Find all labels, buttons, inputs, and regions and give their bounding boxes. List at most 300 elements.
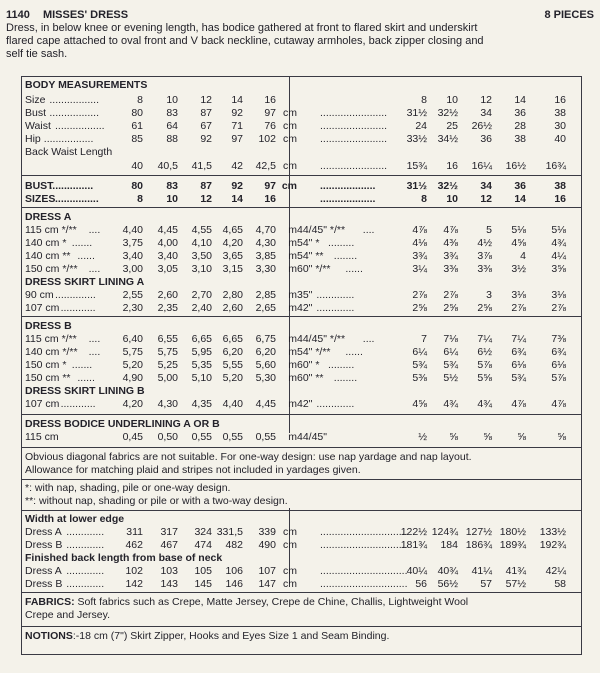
- metric-value: 2,85: [255, 289, 276, 301]
- metric-value: 6,20: [222, 346, 243, 358]
- metric-value: 5,25: [157, 359, 178, 371]
- inch-leader-dots: ..............................: [320, 526, 408, 538]
- section-heading-text: DRESS BODICE UNDERLINING A OR B: [25, 418, 220, 430]
- metric-value: 8: [137, 193, 143, 205]
- row-label: 140 cm *: [25, 237, 67, 249]
- metric-value: 324: [194, 526, 212, 538]
- imperial-value: 58: [554, 578, 566, 590]
- inch-leader-dots: ......: [345, 346, 363, 358]
- section-heading: [25, 384, 580, 398]
- divider-line: [21, 626, 581, 627]
- metric-value: 80: [131, 107, 143, 119]
- metric-value: 2,30: [122, 302, 143, 314]
- section-heading: [25, 512, 580, 526]
- row-label: 115 cm */**: [25, 224, 77, 236]
- row-label: Waist: [25, 120, 51, 132]
- metric-value: 5,20: [122, 359, 143, 371]
- metric-value: 3,40: [122, 250, 143, 262]
- imperial-value: 6¼: [412, 346, 427, 358]
- imperial-value: 16¼: [471, 160, 492, 172]
- section-heading-text: Width at lower edge: [25, 513, 125, 525]
- metric-value: 2,55: [122, 289, 143, 301]
- imperial-value: 5: [486, 224, 492, 236]
- imperial-value: 14: [514, 94, 526, 106]
- metric-value: 42,5: [255, 160, 276, 172]
- metric-value: 311: [126, 526, 143, 538]
- row-label: 107 cm: [25, 302, 60, 314]
- fabric-width: 42": [297, 302, 313, 314]
- metric-value: 107: [258, 565, 276, 577]
- inch-leader-dots: .............: [316, 289, 355, 301]
- imperial-value: 10: [446, 193, 458, 205]
- metric-value: 4,00: [157, 237, 178, 249]
- imperial-value: 33½: [406, 133, 427, 145]
- imperial-value: 2⅞: [511, 302, 526, 314]
- imperial-value: 3¼: [412, 263, 427, 275]
- imperial-value: 6¾: [511, 346, 526, 358]
- imperial-value: 122½: [400, 526, 427, 538]
- table-row: [25, 119, 580, 133]
- row-label: Dress B: [25, 539, 63, 551]
- divider-line: [21, 447, 581, 448]
- metric-value: 474: [194, 539, 212, 551]
- imperial-value: 4⅞: [412, 224, 427, 236]
- metric-value: 105: [194, 565, 212, 577]
- row-leader-dots: ....: [88, 346, 101, 358]
- imperial-value: 6⅛: [551, 359, 566, 371]
- row-label: Size: [25, 94, 46, 106]
- divider-line: [21, 479, 581, 480]
- imperial-value: ⅝: [557, 431, 566, 443]
- imperial-value: 3½: [511, 263, 526, 275]
- row-leader-dots: .................: [55, 120, 105, 132]
- imperial-value: 3⅞: [477, 250, 492, 262]
- imperial-value: 3⅛: [511, 289, 526, 301]
- metric-value: 4,30: [255, 237, 276, 249]
- fabric-width: 35": [297, 289, 313, 301]
- imperial-value: 186¾: [465, 539, 492, 551]
- imperial-value: 180½: [499, 526, 526, 538]
- table-row: [25, 236, 580, 250]
- metric-value: 4,30: [157, 398, 178, 410]
- metric-value: 102: [125, 565, 143, 577]
- metric-value: 145: [194, 578, 212, 590]
- metric-value: 5,00: [157, 372, 178, 384]
- metric-value: 4,90: [122, 372, 143, 384]
- imperial-value: 57: [480, 578, 492, 590]
- metric-value: 83: [166, 107, 178, 119]
- metric-value: 4,70: [255, 224, 276, 236]
- metric-value: 12: [200, 193, 212, 205]
- metric-value: 6,40: [122, 333, 143, 345]
- imperial-value: 30: [554, 120, 566, 132]
- fabric-width: 60" **: [297, 372, 324, 384]
- metric-unit: m: [288, 263, 297, 275]
- imperial-value: 34: [480, 180, 492, 192]
- metric-value: 10: [166, 193, 178, 205]
- imperial-value: ⅝: [449, 431, 458, 443]
- inch-leader-dots: ........: [333, 372, 358, 384]
- imperial-value: 12: [480, 193, 492, 205]
- metric-value: 92: [231, 107, 243, 119]
- metric-unit: m: [288, 237, 297, 249]
- metric-value: 4,45: [255, 398, 276, 410]
- metric-value: 6,55: [157, 333, 178, 345]
- table-row: [25, 288, 580, 302]
- table-row: [25, 332, 580, 346]
- row-leader-dots: ......: [77, 250, 95, 262]
- row-label: 150 cm **: [25, 372, 71, 384]
- section-heading-text: BODY MEASUREMENTS: [25, 79, 148, 91]
- fabric-width: 42": [297, 398, 313, 410]
- fabric-width: 44/45": [297, 431, 328, 443]
- metric-value: 61: [131, 120, 143, 132]
- metric-value: 85: [131, 133, 143, 145]
- imperial-value: 34½: [437, 133, 458, 145]
- metric-value: 2,35: [157, 302, 178, 314]
- metric-value: 339: [258, 526, 276, 538]
- section-heading-text: Finished back length from base of neck: [25, 552, 223, 564]
- metric-value: 2,70: [191, 289, 212, 301]
- metric-unit: cm: [283, 107, 297, 119]
- imperial-value: 7: [421, 333, 427, 345]
- row-leader-dots: .................: [43, 133, 94, 145]
- metric-value: 64: [166, 120, 178, 132]
- metric-value: 4,45: [157, 224, 178, 236]
- inch-leader-dots: ....: [362, 224, 375, 236]
- plaid-allowance-note: Allowance for matching plaid and stripes not included in yardages given.: [25, 464, 361, 476]
- imperial-value: 15¾: [406, 160, 427, 172]
- row-label: 140 cm */**: [25, 346, 78, 358]
- pattern-title: MISSES' DRESS: [42, 9, 129, 21]
- imperial-value: 24: [415, 120, 427, 132]
- metric-value: 5,75: [157, 346, 178, 358]
- imperial-value: 56: [415, 578, 427, 590]
- imperial-value: 34: [480, 107, 492, 119]
- inch-leader-dots: .............: [316, 398, 355, 410]
- description-line-1: Dress, in below knee or evening length, has bodice gathered at front to flared skirt and underskirt: [6, 22, 478, 34]
- imperial-value: 3⅜: [443, 263, 458, 275]
- fabric-width: 60" *: [297, 359, 320, 371]
- inch-leader-dots: ....: [362, 333, 375, 345]
- fabrics-label: FABRICS:: [25, 596, 75, 608]
- metric-unit: cm: [283, 133, 297, 145]
- metric-unit: m: [288, 372, 297, 384]
- metric-value: 0,55: [191, 431, 212, 443]
- metric-value: 88: [166, 133, 178, 145]
- imperial-value: 31½: [406, 180, 427, 192]
- table-row: [25, 358, 580, 372]
- imperial-value: 133½: [539, 526, 566, 538]
- table-row: [25, 106, 580, 120]
- metric-value: 6,75: [255, 333, 276, 345]
- fabric-width: 54" **: [297, 250, 324, 262]
- metric-value: 97: [231, 133, 243, 145]
- imperial-value: 38: [514, 133, 526, 145]
- row-leader-dots: ...............: [55, 193, 99, 205]
- row-leader-dots: ............: [60, 302, 96, 314]
- table-row: [25, 145, 580, 159]
- metric-value: 6,65: [191, 333, 212, 345]
- imperial-value: 184: [440, 539, 458, 551]
- imperial-value: 7⅛: [443, 333, 458, 345]
- imperial-value: 2⅝: [477, 302, 492, 314]
- metric-unit: cm: [283, 120, 297, 132]
- divider-line: [21, 175, 581, 176]
- row-leader-dots: ..............: [55, 289, 96, 301]
- imperial-value: 2⅝: [412, 302, 427, 314]
- imperial-value: 124¾: [431, 526, 458, 538]
- fabric-width: 44/45" */**: [297, 333, 346, 345]
- imperial-value: 4: [520, 250, 526, 262]
- imperial-value: 189¾: [499, 539, 526, 551]
- imperial-value: 8: [421, 193, 427, 205]
- imperial-value: 41¼: [471, 565, 492, 577]
- row-leader-dots: ....: [88, 333, 101, 345]
- metric-value: 3,30: [255, 263, 276, 275]
- imperial-value: 5⅛: [551, 224, 566, 236]
- inch-leader-dots: ..............................: [320, 578, 408, 590]
- metric-value: 92: [200, 133, 212, 145]
- fabrics-note: [25, 596, 579, 609]
- imperial-value: 31½: [406, 107, 427, 119]
- description-line-2: flared cape attached to oval front and V back neckline, cutaway armholes, back zipper closing and: [6, 35, 484, 47]
- metric-unit: m: [288, 289, 297, 301]
- metric-value: 2,60: [222, 302, 243, 314]
- section-heading-text: DRESS A: [25, 211, 72, 223]
- imperial-value: 4⅜: [443, 237, 458, 249]
- metric-value: 8: [137, 94, 143, 106]
- metric-value: 2,80: [222, 289, 243, 301]
- metric-value: 14: [231, 94, 243, 106]
- metric-value: 2,60: [157, 289, 178, 301]
- metric-value: 40: [131, 160, 143, 172]
- metric-unit: cm: [283, 565, 297, 577]
- imperial-value: ⅝: [517, 431, 526, 443]
- metric-value: 4,40: [222, 398, 243, 410]
- imperial-value: 2⅞: [443, 289, 458, 301]
- metric-value: 10: [166, 94, 178, 106]
- metric-value: 3,85: [255, 250, 276, 262]
- metric-value: 87: [200, 107, 212, 119]
- row-label: 107 cm: [25, 398, 60, 410]
- imperial-value: 16¾: [545, 160, 566, 172]
- row-label: 115 cm */**: [25, 333, 77, 345]
- inch-leader-dots: .......................: [320, 120, 388, 132]
- imperial-value: 25: [446, 120, 458, 132]
- row-label: 150 cm */**: [25, 263, 78, 275]
- row-label: Hip: [25, 133, 41, 145]
- imperial-value: 3: [486, 289, 492, 301]
- imperial-value: 36: [480, 133, 492, 145]
- imperial-value: 3⅜: [477, 263, 492, 275]
- metric-value: 97: [264, 180, 276, 192]
- row-leader-dots: .................: [49, 94, 99, 106]
- row-label: Back Waist Length: [25, 146, 113, 158]
- row-leader-dots: ....: [88, 224, 101, 236]
- imperial-value: 38: [554, 180, 566, 192]
- table-row: [25, 345, 580, 359]
- metric-value: 97: [264, 107, 276, 119]
- metric-value: 6,20: [255, 346, 276, 358]
- divider-line: [21, 207, 581, 208]
- pattern-pieces: 8 PIECES: [544, 9, 594, 21]
- table-row: [25, 93, 580, 107]
- metric-value: 3,40: [157, 250, 178, 262]
- imperial-value: 4¾: [551, 237, 566, 249]
- row-label: 140 cm **: [25, 250, 71, 262]
- fabric-width: 60" */**: [297, 263, 331, 275]
- imperial-value: 4⅛: [412, 237, 427, 249]
- table-row: [25, 538, 580, 552]
- row-label: BUST: [25, 180, 54, 192]
- imperial-value: 10: [446, 94, 458, 106]
- row-leader-dots: .......: [71, 359, 93, 371]
- metric-value: 2,40: [191, 302, 212, 314]
- inch-leader-dots: ..............................: [320, 539, 408, 551]
- metric-value: 12: [200, 94, 212, 106]
- metric-value: 16: [264, 94, 276, 106]
- metric-unit: m: [288, 250, 297, 262]
- inch-leader-dots: .........: [328, 359, 355, 371]
- metric-value: 5,75: [122, 346, 143, 358]
- imperial-value: 2⅞: [412, 289, 427, 301]
- metric-value: 5,55: [222, 359, 243, 371]
- table-row: [25, 371, 580, 385]
- imperial-value: 8: [421, 94, 427, 106]
- section-heading: [25, 78, 580, 92]
- section-heading: [25, 417, 580, 431]
- inch-leader-dots: .........: [328, 237, 355, 249]
- metric-unit: m: [288, 333, 297, 345]
- inch-leader-dots: .......................: [320, 107, 388, 119]
- divider-line: [21, 414, 581, 415]
- row-label: 115 cm: [25, 431, 59, 443]
- metric-value: 80: [131, 180, 143, 192]
- imperial-value: 4⅞: [551, 398, 566, 410]
- table-row: [25, 223, 580, 237]
- row-label: Dress A: [25, 565, 62, 577]
- imperial-value: 5⅛: [511, 224, 526, 236]
- table-row: [25, 397, 580, 411]
- imperial-value: 36: [514, 107, 526, 119]
- metric-value: 40,5: [157, 160, 178, 172]
- imperial-value: 6⅛: [511, 359, 526, 371]
- table-row: [25, 249, 580, 263]
- imperial-value: 7¼: [511, 333, 526, 345]
- section-heading: [25, 275, 580, 289]
- imperial-value: 16: [554, 94, 566, 106]
- imperial-value: 28: [514, 120, 526, 132]
- table-row: [25, 159, 580, 173]
- imperial-value: 5⅞: [551, 372, 566, 384]
- table-row: [25, 525, 580, 539]
- imperial-value: 4⅝: [511, 237, 526, 249]
- row-leader-dots: .............: [66, 539, 105, 551]
- row-leader-dots: ............: [60, 398, 96, 410]
- single-star-note: *: with nap, shading, pile or one-way design.: [25, 482, 231, 494]
- inch-leader-dots: ......: [345, 263, 363, 275]
- metric-value: 3,15: [222, 263, 243, 275]
- metric-value: 42: [231, 160, 243, 172]
- imperial-value: 5⅞: [477, 359, 492, 371]
- metric-value: 3,75: [122, 237, 143, 249]
- notions-label: NOTIONS: [25, 630, 73, 642]
- imperial-value: 16½: [505, 160, 526, 172]
- imperial-value: 41¾: [505, 565, 526, 577]
- section-heading-text: DRESS SKIRT LINING B: [25, 385, 145, 397]
- imperial-value: 42¼: [545, 565, 566, 577]
- inch-leader-dots: .......................: [320, 133, 388, 145]
- metric-value: 92: [231, 180, 243, 192]
- metric-value: 2,65: [255, 302, 276, 314]
- metric-value: 5,20: [222, 372, 243, 384]
- imperial-value: 32½: [437, 180, 458, 192]
- imperial-value: 5¾: [443, 359, 458, 371]
- inch-leader-dots: .......................: [320, 160, 388, 172]
- inch-leader-dots: .............: [316, 302, 355, 314]
- row-label: Dress B: [25, 578, 63, 590]
- divider-line: [21, 316, 581, 317]
- table-row: [25, 262, 580, 276]
- table-row: [25, 430, 580, 444]
- row-label: SIZES: [25, 193, 56, 205]
- metric-unit: m: [288, 224, 297, 236]
- metric-value: 467: [160, 539, 178, 551]
- metric-value: 5,95: [191, 346, 212, 358]
- imperial-value: 56½: [437, 578, 458, 590]
- metric-value: 317: [160, 526, 178, 538]
- imperial-value: 4⅞: [511, 398, 526, 410]
- metric-unit: m: [288, 302, 297, 314]
- metric-value: 4,65: [222, 224, 243, 236]
- row-leader-dots: .............: [66, 565, 105, 577]
- metric-value: 3,65: [222, 250, 243, 262]
- imperial-value: 4¼: [551, 250, 566, 262]
- imperial-value: 5¾: [412, 359, 427, 371]
- table-row: [25, 577, 580, 591]
- metric-value: 5,10: [191, 372, 212, 384]
- table-row: [25, 179, 580, 193]
- row-leader-dots: .............: [66, 526, 105, 538]
- row-leader-dots: ...............: [49, 180, 94, 192]
- metric-value: 6,65: [222, 333, 243, 345]
- metric-value: 4,55: [191, 224, 212, 236]
- imperial-value: 5¾: [511, 372, 526, 384]
- imperial-value: 32½: [437, 107, 458, 119]
- metric-value: 71: [231, 120, 243, 132]
- imperial-value: 2⅝: [443, 302, 458, 314]
- fabric-width: 54" */**: [297, 346, 331, 358]
- metric-value: 0,45: [122, 431, 143, 443]
- imperial-value: 12: [480, 94, 492, 106]
- metric-unit: cm: [283, 539, 297, 551]
- metric-value: 67: [200, 120, 212, 132]
- imperial-value: 5⅝: [477, 372, 492, 384]
- double-star-note: **: without nap, shading or pile or with a two-way design.: [25, 495, 288, 507]
- metric-value: 5,30: [255, 372, 276, 384]
- metric-value: 14: [231, 193, 243, 205]
- metric-value: 3,50: [191, 250, 212, 262]
- imperial-value: 40¼: [406, 565, 427, 577]
- fabric-width: 44/45" */**: [297, 224, 346, 236]
- imperial-value: 40: [554, 133, 566, 145]
- imperial-value: 7⅜: [551, 333, 566, 345]
- section-heading: [25, 210, 580, 224]
- row-leader-dots: ....: [88, 263, 101, 275]
- pattern-number: 1140: [6, 9, 30, 21]
- imperial-value: 16: [446, 160, 458, 172]
